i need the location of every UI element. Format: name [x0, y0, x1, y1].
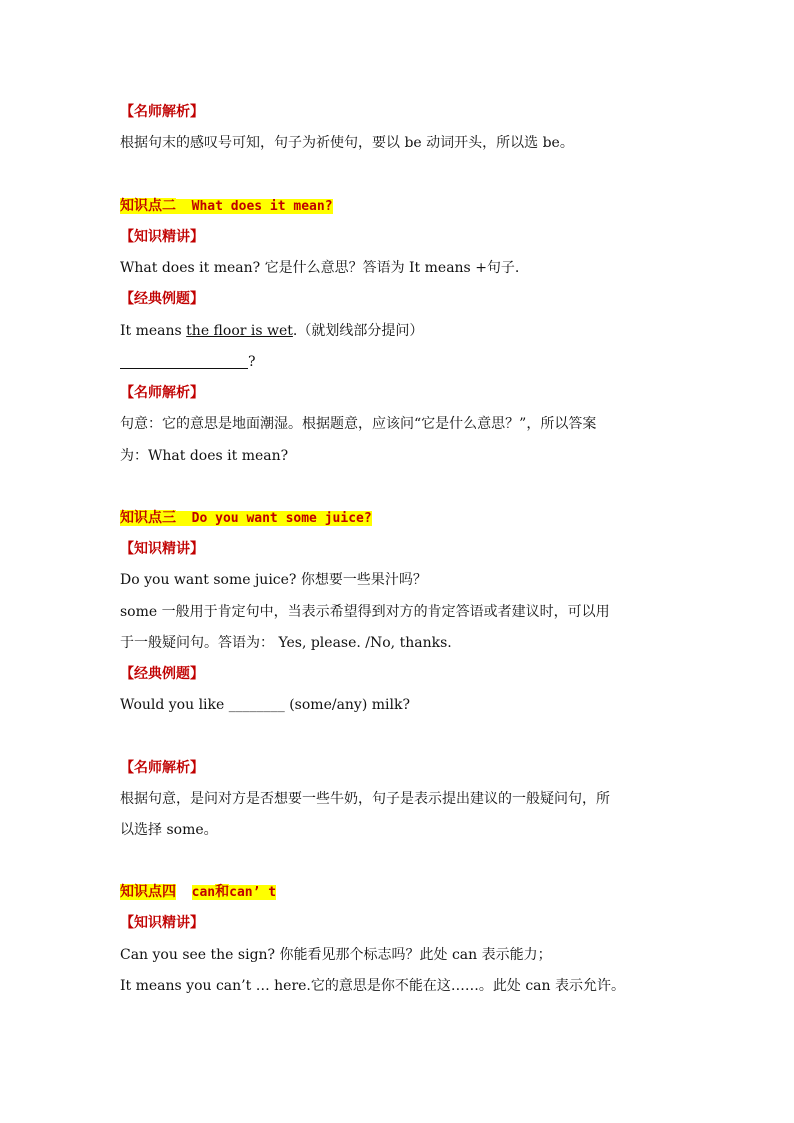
answer-blank	[120, 368, 248, 369]
knowledge-label: 【知识精讲】	[120, 541, 204, 557]
example-suffix: .（就划线部分提问）	[292, 323, 424, 339]
analysis-label: 【名师解析】	[120, 760, 204, 776]
knowledge-point-title-cn: 知识点三	[120, 510, 176, 526]
knowledge-point-title-en: What does it mean?	[191, 199, 333, 214]
example-question	[120, 695, 410, 715]
example-label: 【经典例题】	[120, 291, 204, 307]
knowledge-point-2-heading	[120, 196, 333, 217]
knowledge-point-title-cn: 知识点二	[120, 198, 176, 214]
knowledge-point-3-heading	[120, 508, 372, 529]
knowledge-point-title-en-1: can	[191, 885, 216, 900]
analysis-text: 根据句末的感叹号可知，句子为祈使句，要以 be 动词开头，所以选 be。	[120, 135, 574, 151]
knowledge-line-1: Do you want some juice? 你想要一些果汁吗？	[120, 572, 427, 588]
analysis-label: 【名师解析】	[120, 385, 204, 401]
example-suffix: (some/any) milk?	[284, 697, 410, 713]
knowledge-label: 【知识精讲】	[120, 915, 204, 931]
example-prefix: It means	[120, 323, 187, 339]
knowledge-point-title-conj: 和	[215, 884, 230, 900]
example-prefix: Would you like	[120, 697, 229, 713]
answer-blank-suffix: ?	[248, 354, 256, 370]
analysis-line-1: 根据句意，是问对方是否想要一些牛奶，句子是表示提出建议的一般疑问句，所	[120, 791, 610, 807]
knowledge-point-title-en-2: can’ t	[229, 885, 277, 900]
knowledge-line-1: Can you see the sign? 你能看见那个标志吗？此处 can 表示能力；	[120, 947, 552, 963]
analysis-label: 【名师解析】	[120, 104, 204, 120]
analysis-line-2: 以选择 some。	[120, 822, 218, 838]
example-underlined-part: the floor is wet	[186, 323, 293, 339]
knowledge-line-2: It means you can’t … here.它的意思是你不能在这……。此处 can 表示允许。	[120, 978, 625, 994]
analysis-line-1: 句意：它的意思是地面潮湿。根据题意，应该问“它是什么意思？”，所以答案	[120, 416, 597, 432]
knowledge-label: 【知识精讲】	[120, 229, 204, 245]
knowledge-line-2: some 一般用于肯定句中，当表示希望得到对方的肯定答语或者建议时，可以用	[120, 604, 610, 620]
knowledge-point-title-en: Do you want some juice?	[191, 511, 372, 526]
example-blank: ________	[228, 697, 285, 713]
knowledge-text: What does it mean? 它是什么意思？答语为 It means +句子.	[120, 260, 520, 276]
example-question	[120, 321, 423, 341]
knowledge-point-4-heading	[120, 882, 276, 903]
knowledge-point-title-cn: 知识点四	[120, 884, 176, 900]
analysis-line-2: 为：What does it mean?	[120, 448, 289, 464]
knowledge-line-3: 于一般疑问句。答语为： Yes, please. /No, thanks.	[120, 635, 452, 651]
example-label: 【经典例题】	[120, 666, 204, 682]
